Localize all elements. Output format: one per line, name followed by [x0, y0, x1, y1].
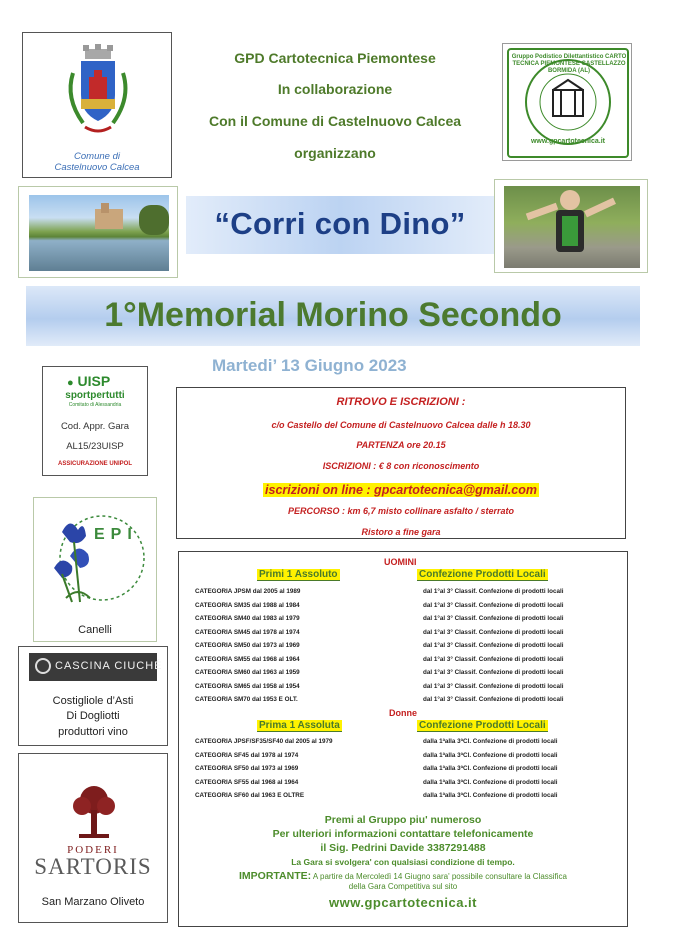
donne-row [179, 736, 627, 748]
gpd-logo-frame [507, 48, 629, 158]
prize-label: dal 1°al 3° Classif. Confezione di prodotti locali [423, 669, 564, 676]
category-label: CATEGORIA SF50 dal 1973 al 1969 [195, 765, 299, 772]
cascina-logo-text: CASCINA CIUCHÉ [55, 660, 163, 672]
online-registration-row [177, 481, 625, 499]
category-label: CATEGORIA SF60 dal 1963 E OLTRE [195, 792, 305, 799]
category-label: CATEGORIA SM40 dal 1983 al 1979 [195, 615, 300, 622]
gpd-ring-text: Gruppo Podistico Dilettantistico CARTOTECNICA PIEMONTESE CASTELLAZZO BORMIDA (AL) [511, 54, 627, 74]
prize-label: dalla 1ªalla 3ªCl. Confezione di prodotti locali [423, 792, 558, 799]
organizzano-line: organizzano [294, 145, 376, 161]
results-box [178, 551, 628, 927]
condizione-line: La Gara si svolgera' con qualsiasi condizione di tempo. [291, 857, 515, 867]
online-registration[interactable]: iscrizioni on line : gpcartotecnica@gmail.com [265, 483, 537, 497]
uomini-row [179, 627, 627, 639]
landscape-photo-frame [18, 186, 178, 278]
prize-label: dal 1°al 3° Classif. Confezione di prodotti locali [423, 588, 564, 595]
memorial-band [26, 286, 640, 346]
tree-shape [139, 205, 169, 235]
donne-row [179, 790, 627, 802]
uisp-runner-icon: ● [67, 377, 74, 389]
prize-label: dalla 1ªalla 3ªCl. Confezione di prodotti locali [423, 765, 558, 772]
prize-label: dalla 1ªalla 3ªCl. Confezione di prodotti locali [423, 751, 558, 759]
runner-arm-left-shape [526, 203, 558, 221]
landscape-photo [29, 195, 169, 271]
sartoris-sponsor-box [18, 753, 168, 923]
comune-crest-icon [63, 43, 133, 141]
prize-label: dalla 1ªalla 3ªCl. Confezione di prodotti locali [423, 778, 558, 786]
cascina-line-1: Costigliole d’Asti [52, 695, 134, 707]
category-label: CATEGORIA SM50 dal 1973 al 1969 [195, 642, 300, 649]
uomini-row [179, 694, 627, 706]
cascina-line-2: Di Dogliotti [66, 710, 120, 722]
sartoris-text: SARTORIS [34, 854, 152, 879]
uomini-row [179, 681, 627, 693]
castle-shape [95, 209, 123, 229]
ritrovo-percorso: PERCORSO : km 6,7 misto collinare asfalto / sterrato [287, 506, 515, 516]
cascina-logo-icon [35, 658, 51, 674]
category-label: CATEGORIA SM70 dal 1953 E OLT. [195, 696, 298, 703]
category-label: CATEGORIA SM45 dal 1978 al 1974 [195, 628, 300, 636]
gpd-logo-box [502, 43, 632, 161]
tree-logo-icon [69, 782, 119, 840]
event-date: Martedi’ 13 Giugno 2023 [212, 356, 407, 375]
website-link[interactable]: www.gpcartotecnica.it [329, 895, 477, 910]
uomini-row [179, 600, 627, 612]
cascina-sponsor-box [18, 646, 168, 746]
prize-label: dal 1°al 3° Classif. Confezione di prodotti locali [423, 601, 564, 609]
ritrovo-partenza: PARTENZA ore 20.15 [356, 440, 446, 450]
assicurazione-label: ASSICURAZIONE UNIPOL [57, 461, 132, 467]
prize-label: dal 1°al 3° Classif. Confezione di prodotti locali [423, 642, 564, 649]
runner-photo [504, 186, 640, 268]
runner-arm-right-shape [584, 198, 616, 218]
uisp-brand [67, 373, 110, 389]
poderi-small-text: PODERI [67, 844, 119, 856]
prize-label: dal 1°al 3° Classif. Confezione di prodotti locali [423, 628, 564, 636]
memorial-title: 1°Memorial Morino Secondo [104, 296, 562, 334]
canelli-caption: Canelli [78, 624, 112, 636]
cascina-logo [29, 653, 163, 681]
runner-photo-frame [494, 179, 648, 273]
uomini-title: UOMINI [384, 557, 417, 567]
category-label: CATEGORIA SF45 dal 1978 al 1974 [195, 751, 299, 759]
donne-head-right: Confezione Prodotti Locali [419, 720, 546, 731]
uisp-tagline: sportpertutti [65, 390, 125, 401]
uisp-sub: Comitato di Alessandria [68, 402, 122, 408]
category-label: CATEGORIA SF55 dal 1968 al 1964 [195, 778, 299, 786]
category-label: CATEGORIA JPSF/SF35/SF40 dal 2005 al 1979 [195, 738, 333, 745]
epi-text: EPI [94, 526, 138, 543]
comune-line: Con il Comune di Castelnuovo Calcea [208, 113, 462, 129]
prize-label: dal 1°al 3° Classif. Confezione di prodotti locali [423, 682, 564, 690]
importante-text-2: della Gara Competitiva sul sito [348, 882, 458, 891]
sartoris-place: San Marzano Oliveto [41, 896, 145, 908]
ritrovo-ristoro: Ristoro a fine gara [361, 527, 441, 537]
uomini-row [179, 640, 627, 652]
uomini-row [179, 654, 627, 666]
donne-head-left: Prima 1 Assoluta [259, 720, 340, 731]
importante-text: A partire da Mercoledì 14 Giugno sara' possibile consultare la Classifica [312, 872, 568, 881]
gpd-url: www.gpcartotecnica.it [530, 138, 606, 145]
donne-title: Donne [389, 708, 417, 718]
donne-row [179, 750, 627, 762]
organizer-line: GPD Cartotecnica Piemontese [234, 50, 436, 66]
donne-row [179, 763, 627, 775]
category-label: CATEGORIA JPSM dal 2005 al 1989 [195, 588, 301, 595]
importante-label: IMPORTANTE: [238, 870, 312, 882]
castle-tower-shape [101, 203, 109, 213]
title-band [186, 196, 494, 254]
event-title: “Corri con Dino” [214, 206, 466, 241]
ritrovo-location: c/o Castello del Comune di Castelnuovo Calcea dalle h 18.30 [271, 420, 531, 430]
runner-head-shape [560, 190, 580, 210]
contact-line: il Sig. Pedrini Davide 3387291488 [320, 842, 486, 854]
uisp-box [42, 366, 148, 476]
ritrovo-iscrizioni: ISCRIZIONI : € 8 con riconoscimento [322, 461, 480, 471]
uomini-row [179, 613, 627, 625]
prize-label: dalla 1ªalla 3ªCl. Confezione di prodotti locali [423, 738, 558, 745]
category-label: CATEGORIA SM35 dal 1988 al 1984 [195, 601, 300, 609]
canelli-sponsor-box [33, 497, 157, 642]
prize-label: dal 1°al 3° Classif. Confezione di prodotti locali [423, 615, 564, 622]
comune-caption-2: Castelnuovo Calcea [54, 162, 140, 173]
comune-caption-1: Comune di [74, 151, 120, 162]
cascina-line-3: produttori vino [58, 726, 128, 738]
ritrovo-box [176, 387, 626, 539]
category-label: CATEGORIA SM65 dal 1958 al 1954 [195, 682, 300, 690]
uomini-row [179, 667, 627, 679]
importante-line [179, 870, 627, 882]
uomini-head-left: Primi 1 Assoluto [259, 569, 338, 580]
prize-label: dal 1°al 3° Classif. Confezione di prodotti locali [423, 696, 564, 703]
epi-flower-logo-icon [40, 502, 152, 614]
uomini-row [179, 586, 627, 598]
cod-appr-label: Cod. Appr. Gara [60, 421, 130, 432]
cod-appr-value: AL15/23UISP [66, 441, 124, 452]
comune-crest-box [22, 32, 172, 178]
ritrovo-title: RITROVO E ISCRIZIONI : [336, 396, 466, 408]
premi-line: Premi al Gruppo piu' numeroso [324, 814, 482, 826]
info-line: Per ulteriori informazioni contattare telefonicamente [272, 828, 534, 840]
uisp-brand-text: UISP [77, 373, 111, 389]
category-label: CATEGORIA SM60 dal 1963 al 1959 [195, 669, 300, 676]
category-label: CATEGORIA SM55 dal 1968 al 1964 [195, 655, 300, 663]
prize-label: dal 1°al 3° Classif. Confezione di prodotti locali [423, 655, 564, 663]
runner-stripe-shape [562, 216, 578, 246]
collaboration-line: In collaborazione [277, 81, 393, 97]
donne-row [179, 777, 627, 789]
uomini-head-right: Confezione Prodotti Locali [419, 569, 546, 580]
